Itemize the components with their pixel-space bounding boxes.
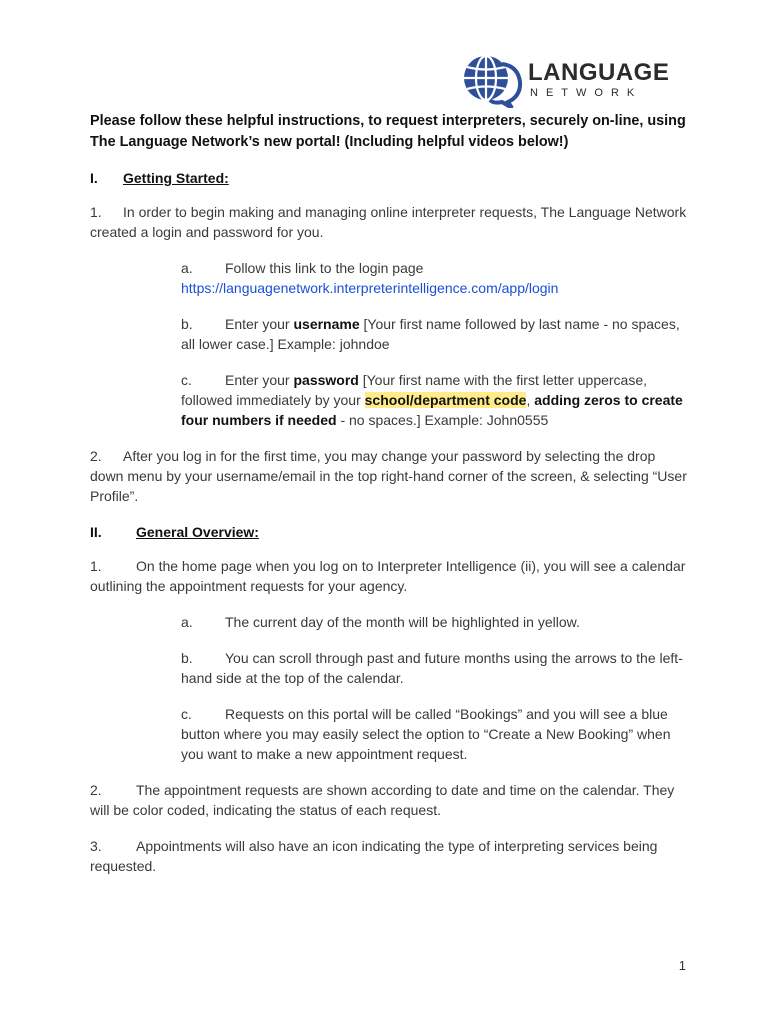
- sub-item-a2: [90, 612, 690, 632]
- sub-item-text: The current day of the month will be highlighted in yellow.: [225, 614, 580, 630]
- sub-item-c: [90, 370, 690, 430]
- document-title: Please follow these helpful instructions, to request interpreters, securely on-line, using The Language Network’s new portal! (Including helpful videos below!): [90, 113, 686, 150]
- paragraph-5: [90, 836, 690, 876]
- sub-item-text: [Your first name followed by last name - no spaces, all lower case.] Example: johndoe: [181, 316, 680, 352]
- login-link[interactable]: https://languagenetwork.interpreterintelligence.com/app/login: [181, 280, 559, 296]
- sub-item-text: Requests on this portal will be called “Bookings” and you will see a blue button where you may easily select the option to “Create a New Booking” when you want to make a new appointment request.: [181, 706, 671, 762]
- sub-item-label: a.: [181, 260, 193, 276]
- sub-item-b2: [90, 648, 690, 688]
- sub-item-text: - no spaces.] Example: John0555: [336, 412, 549, 428]
- zeros-bold: adding zeros to create four numbers if needed: [181, 392, 683, 428]
- section-number: II.: [90, 524, 102, 540]
- section-number: I.: [90, 170, 98, 186]
- sub-item-a: [90, 258, 690, 298]
- paragraph-text: Appointments will also have an icon indicating the type of interpreting services being requested.: [90, 838, 658, 874]
- list-number: 2.: [90, 448, 102, 464]
- sub-item-text: Follow this link to the login page: [225, 260, 424, 276]
- sub-item-text: [Your first name with the first letter uppercase, followed immediately by your: [181, 372, 648, 408]
- list-number: 2.: [90, 782, 102, 798]
- sub-item-label: c.: [181, 372, 192, 388]
- logo-subword: NETWORK: [530, 87, 643, 99]
- paragraph-text: After you log in for the first time, you may change your password by selecting the drop down menu by your username/email in the top right-hand corner of the screen, & selecting “User Profile”.: [90, 448, 687, 504]
- paragraph-text: In order to begin making and managing online interpreter requests, The Language Network created a login and password for you.: [90, 204, 687, 240]
- sub-item-label: b.: [181, 316, 193, 332]
- list-number: 3.: [90, 838, 102, 854]
- section-heading-general-overview: [90, 522, 690, 542]
- sub-item-b: [90, 314, 690, 354]
- paragraph-2: [90, 446, 690, 506]
- sub-item-text: Enter your: [225, 316, 294, 332]
- document-body: [90, 111, 690, 892]
- section-label: Getting Started:: [123, 170, 229, 186]
- sub-item-text: You can scroll through past and future months using the arrows to the left-hand side at the top of the calendar.: [181, 650, 683, 686]
- section-label: General Overview:: [136, 524, 259, 540]
- logo-word: LANGUAGE: [528, 59, 670, 86]
- sub-item-label: b.: [181, 650, 193, 666]
- sub-item-label: c.: [181, 706, 192, 722]
- paragraph-4: [90, 780, 690, 820]
- sub-item-c2: [90, 704, 690, 764]
- sub-item-text: Enter your: [225, 372, 294, 388]
- highlighted-code: school/department code: [364, 392, 527, 408]
- logo-text: [528, 61, 669, 99]
- paragraph-text: The appointment requests are shown according to date and time on the calendar. They will be color coded, indicating the status of each request.: [90, 782, 675, 818]
- language-network-logo: [458, 52, 674, 108]
- globe-speech-icon: [458, 52, 524, 108]
- list-number: 1.: [90, 204, 102, 220]
- sub-item-label: a.: [181, 614, 193, 630]
- paragraph-3: [90, 556, 690, 596]
- username-bold: username: [293, 316, 360, 332]
- paragraph-text: On the home page when you log on to Interpreter Intelligence (ii), you will see a calendar outlining the appointment requests for your agency.: [90, 558, 686, 594]
- section-heading-getting-started: [90, 168, 690, 188]
- comma: ,: [526, 392, 531, 408]
- paragraph-1: [90, 202, 690, 242]
- list-number: 1.: [90, 558, 102, 574]
- password-bold: password: [293, 372, 359, 388]
- page-number: 1: [678, 958, 686, 973]
